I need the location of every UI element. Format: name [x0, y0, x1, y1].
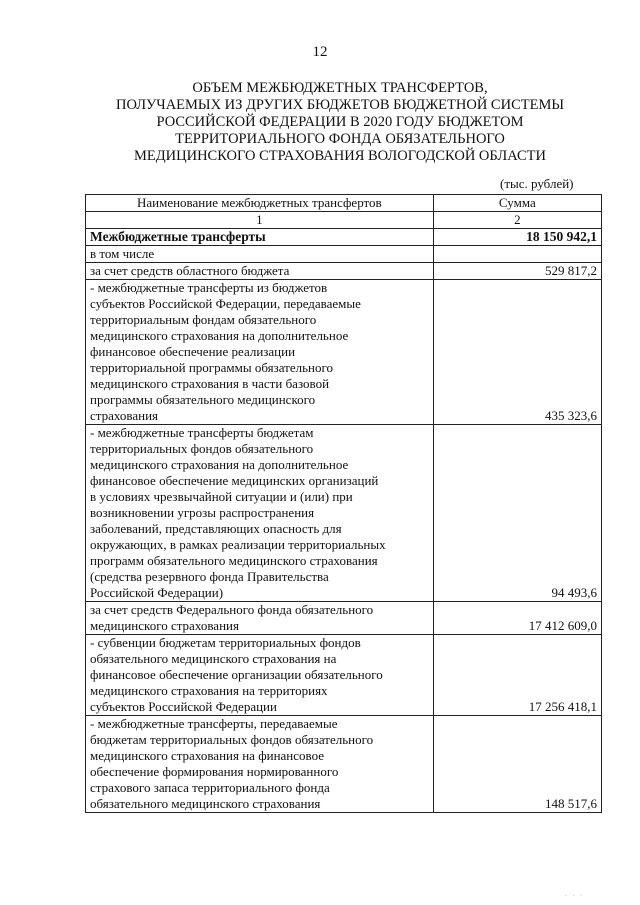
table-row: [86, 263, 602, 280]
row-amount: 17 256 418,1: [433, 635, 601, 716]
table-row: [86, 716, 602, 813]
transfers-table: [85, 194, 602, 813]
page-number: 12: [312, 44, 328, 60]
column-header-amount: Сумма: [433, 195, 601, 212]
table-header-row: [86, 195, 602, 212]
row-name: - межбюджетные трансферты, передаваемые бюджетам территориальных фондов обязательного медицинского страхования на финансовое обеспечение формирования нормированного страхового запаса территориального фонда обязательного медицинского страхования: [86, 716, 434, 813]
document-title: ОБЪЕМ МЕЖБЮДЖЕТНЫХ ТРАНСФЕРТОВ, ПОЛУЧАЕМЫХ ИЗ ДРУГИХ БЮДЖЕТОВ БЮДЖЕТНОЙ СИСТЕМЫ РОССИЙСКОЙ ФЕДЕРАЦИИ В 2020 ГОДУ БЮДЖЕТОМ ТЕРРИТОРИАЛЬНОГО ФОНДА ОБЯЗАТЕЛЬНОГО МЕДИЦИНСКОГО СТРАХОВАНИЯ ВОЛОГОДСКОЙ ОБЛАСТИ: [115, 80, 565, 164]
row-amount: [433, 246, 601, 263]
row-amount: 94 493,6: [433, 425, 601, 602]
unit-label: (тыс. рублей): [500, 176, 574, 191]
row-amount: 148 517,6: [433, 716, 601, 813]
scan-artifact-mark: · · ·: [565, 893, 584, 899]
table-row: [86, 635, 602, 716]
table-row: [86, 602, 602, 635]
table-row: [86, 280, 602, 425]
row-name: - межбюджетные трансферты бюджетам территориальных фондов обязательного медицинского страхования на дополнительное финансовое обеспечение медицинских организаций в условиях чрезвычайной ситуации и (или) при возникновении угрозы распространения заболеваний, представляющих опасность для окружающих, в рамках реализации территориальных программ обязательного медицинского страхования (средства резервного фонда Правительства Российской Федерации): [86, 425, 434, 602]
row-name: за счет средств Федерального фонда обязательного медицинского страхования: [86, 602, 434, 635]
row-name: Межбюджетные трансферты: [86, 229, 434, 246]
table-row-total: [86, 229, 602, 246]
column-number-2: 2: [433, 212, 601, 229]
column-number-1: 1: [86, 212, 434, 229]
column-numbers-row: [86, 212, 602, 229]
row-amount: 435 323,6: [433, 280, 601, 425]
row-amount: 529 817,2: [433, 263, 601, 280]
row-name: - межбюджетные трансферты из бюджетов субъектов Российской Федерации, передаваемые территориальным фондам обязательного медицинского страхования на дополнительное финансовое обеспечение реализации территориальной программы обязательного медицинского страхования в части базовой программы обязательного медицинского страхования: [86, 280, 434, 425]
row-name: в том числе: [86, 246, 434, 263]
row-name: - субвенции бюджетам территориальных фондов обязательного медицинского страхования на финансовое обеспечение организации обязательного медицинского страхования на территориях субъектов Российской Федерации: [86, 635, 434, 716]
row-amount: 18 150 942,1: [433, 229, 601, 246]
table-row: [86, 246, 602, 263]
table-row: [86, 425, 602, 602]
row-amount: 17 412 609,0: [433, 602, 601, 635]
column-header-name: Наименование межбюджетных трансфертов: [86, 195, 434, 212]
row-name: за счет средств областного бюджета: [86, 263, 434, 280]
